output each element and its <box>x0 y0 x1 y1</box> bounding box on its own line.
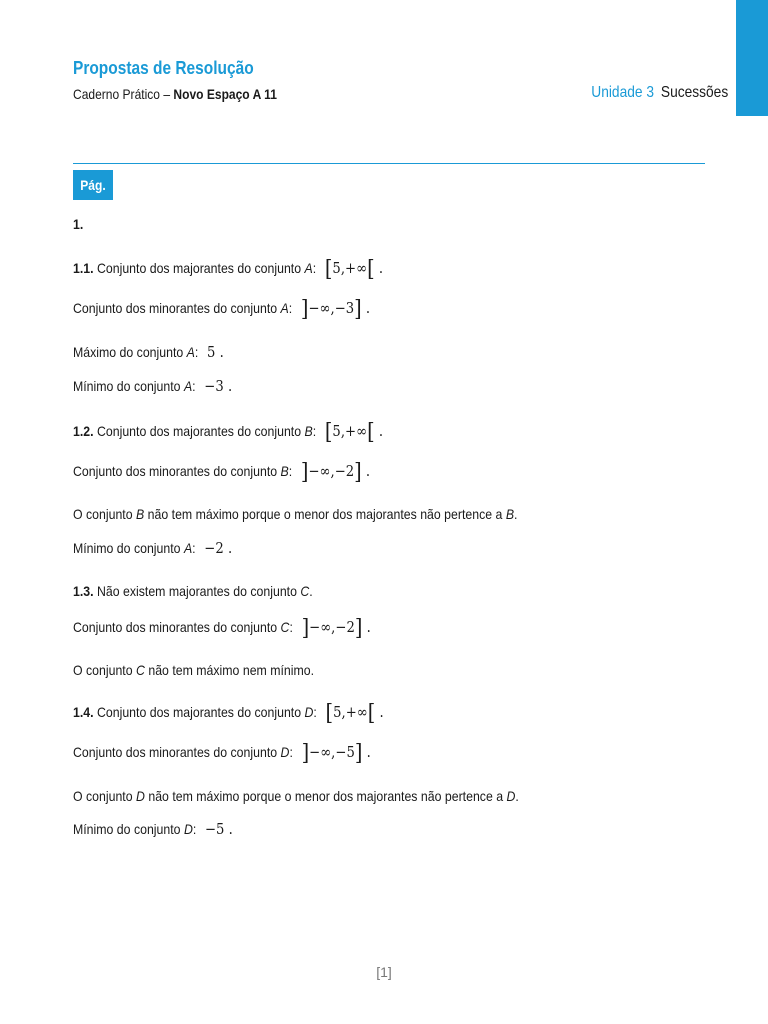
bracket-close: ] <box>354 297 362 322</box>
value: −3 <box>204 377 224 395</box>
answer-text: Não existem majorantes do conjunto <box>96 583 301 599</box>
bracket-open: [ <box>324 257 333 282</box>
separator: : <box>312 423 317 439</box>
answer-line <box>73 342 224 362</box>
answer-text: O conjunto <box>73 788 137 804</box>
separator: : <box>313 704 317 720</box>
set-variable: A <box>304 260 313 276</box>
value: −2 <box>204 539 224 557</box>
item-number: 1.2. <box>73 423 94 439</box>
bracket-close: [ <box>367 701 376 726</box>
set-variable: B <box>280 463 289 479</box>
set-variable: D <box>280 744 290 760</box>
separator: : <box>192 378 196 394</box>
answer-text: Conjunto dos minorantes do conjunto <box>73 619 281 635</box>
bracket-open: ] <box>300 297 309 322</box>
separator: : <box>289 744 293 760</box>
header-divider <box>73 163 705 164</box>
set-variable: C <box>300 583 310 599</box>
subtitle-prefix: Caderno Prático – <box>73 86 174 102</box>
set-variable: A <box>183 540 193 556</box>
separator: : <box>288 463 293 479</box>
set-variable: B <box>505 506 515 522</box>
bracket-close: [ <box>367 420 375 445</box>
set-variable: C <box>136 662 145 678</box>
interval-body: −∞,−2 <box>308 462 355 480</box>
answer-text: Conjunto dos majorantes do conjunto <box>96 260 305 276</box>
separator: : <box>312 260 317 276</box>
answer-line <box>73 421 383 443</box>
end-dot: . <box>228 820 233 838</box>
separator: : <box>192 540 196 556</box>
unit-label: Unidade 3 <box>591 84 654 101</box>
set-variable: D <box>136 788 145 804</box>
set-variable: A <box>186 344 195 360</box>
corner-accent-bar <box>736 0 768 116</box>
end-dot: . <box>227 377 233 395</box>
value: 5 <box>207 343 216 361</box>
answer-line <box>73 617 371 639</box>
math-expression <box>301 741 371 766</box>
set-variable: A <box>183 378 193 394</box>
math-expression <box>300 297 371 322</box>
separator: : <box>194 344 199 360</box>
math-expression <box>300 460 371 485</box>
math-expression <box>207 343 224 361</box>
exercise-label: 1. <box>73 216 84 232</box>
end-dot: . <box>379 703 384 721</box>
bracket-close: ] <box>354 460 362 485</box>
page-tag <box>73 170 113 223</box>
bracket-close: ] <box>354 741 363 766</box>
answer-line <box>73 581 313 601</box>
end-dot: . <box>365 462 371 480</box>
math-expression <box>204 539 232 557</box>
math-expression <box>324 257 384 282</box>
item-number: 1.3. <box>73 583 94 599</box>
page-tag-label: Pág. 44 <box>80 177 106 223</box>
separator: : <box>192 821 197 837</box>
end-dot: . <box>309 583 313 599</box>
value: −5 <box>204 820 225 838</box>
set-variable: D <box>506 788 516 804</box>
answer-text: Mínimo do conjunto <box>73 821 184 837</box>
interval-body: 5,+∞ <box>333 703 368 721</box>
item-number: 1.4. <box>73 704 94 720</box>
answer-line <box>73 742 371 764</box>
answer-line <box>73 786 519 806</box>
end-dot: . <box>366 618 371 636</box>
answer-line <box>73 702 384 724</box>
set-variable: B <box>304 423 313 439</box>
interval-body: −∞,−2 <box>309 618 355 636</box>
topic-label: Sucessões <box>660 84 728 101</box>
end-dot: . <box>227 539 233 557</box>
end-dot: . <box>514 506 518 522</box>
answer-text: não tem máximo nem mínimo. <box>144 662 315 678</box>
answer-line <box>73 258 383 280</box>
bracket-open: ] <box>301 616 310 641</box>
subtitle-book: Novo Espaço A 11 <box>173 86 277 102</box>
answer-text: Conjunto dos majorantes do conjunto <box>96 704 305 720</box>
set-variable: C <box>280 619 290 635</box>
answer-line <box>73 660 314 680</box>
answer-text: Conjunto dos minorantes do conjunto <box>73 300 281 316</box>
answer-line <box>73 298 370 320</box>
interval-body: −∞,−5 <box>309 743 355 761</box>
set-variable: A <box>280 300 289 316</box>
bracket-close: [ <box>367 257 375 282</box>
answer-text: Conjunto dos majorantes do conjunto <box>96 423 305 439</box>
separator: : <box>288 300 293 316</box>
end-dot: . <box>219 343 224 361</box>
document-subtitle <box>73 86 277 102</box>
page-number: [1] <box>376 964 392 980</box>
answer-text: Mínimo do conjunto <box>73 540 184 556</box>
answer-line <box>73 819 233 839</box>
set-variable: D <box>183 821 193 837</box>
interval-body: −∞,−3 <box>308 299 355 317</box>
answer-text: O conjunto <box>73 662 137 678</box>
end-dot: . <box>366 743 371 761</box>
answer-text: O conjunto <box>73 506 137 522</box>
interval-body: 5,+∞ <box>332 259 368 277</box>
bracket-open: [ <box>325 701 334 726</box>
math-expression <box>324 420 384 445</box>
answer-line <box>73 461 370 483</box>
math-expression <box>204 377 232 395</box>
separator: : <box>289 619 293 635</box>
interval-body: 5,+∞ <box>332 422 368 440</box>
answer-line <box>73 376 232 396</box>
math-expression <box>325 701 384 726</box>
end-dot: . <box>515 788 519 804</box>
set-variable: D <box>304 704 314 720</box>
end-dot: . <box>378 259 384 277</box>
answer-line <box>73 504 517 524</box>
answer-text: Mínimo do conjunto <box>73 378 184 394</box>
answer-text: Conjunto dos minorantes do conjunto <box>73 744 281 760</box>
bracket-close: ] <box>354 616 363 641</box>
unit-header <box>591 84 728 102</box>
math-expression <box>205 820 233 838</box>
bracket-open: ] <box>301 741 310 766</box>
answer-text: não tem máximo porque o menor dos majorantes não pertence a <box>144 788 507 804</box>
bracket-open: ] <box>300 460 309 485</box>
set-variable: B <box>136 506 145 522</box>
exercise-number <box>73 214 83 234</box>
answer-text: não tem máximo porque o menor dos majorantes não pertence a <box>144 506 506 522</box>
bracket-open: [ <box>324 420 333 445</box>
answer-line <box>73 538 232 558</box>
end-dot: . <box>378 422 384 440</box>
document-title: Propostas de Resolução <box>73 58 254 78</box>
answer-text: Máximo do conjunto <box>73 344 187 360</box>
answer-text: Conjunto dos minorantes do conjunto <box>73 463 281 479</box>
item-number: 1.1. <box>73 260 94 276</box>
end-dot: . <box>365 299 371 317</box>
math-expression <box>301 616 371 641</box>
